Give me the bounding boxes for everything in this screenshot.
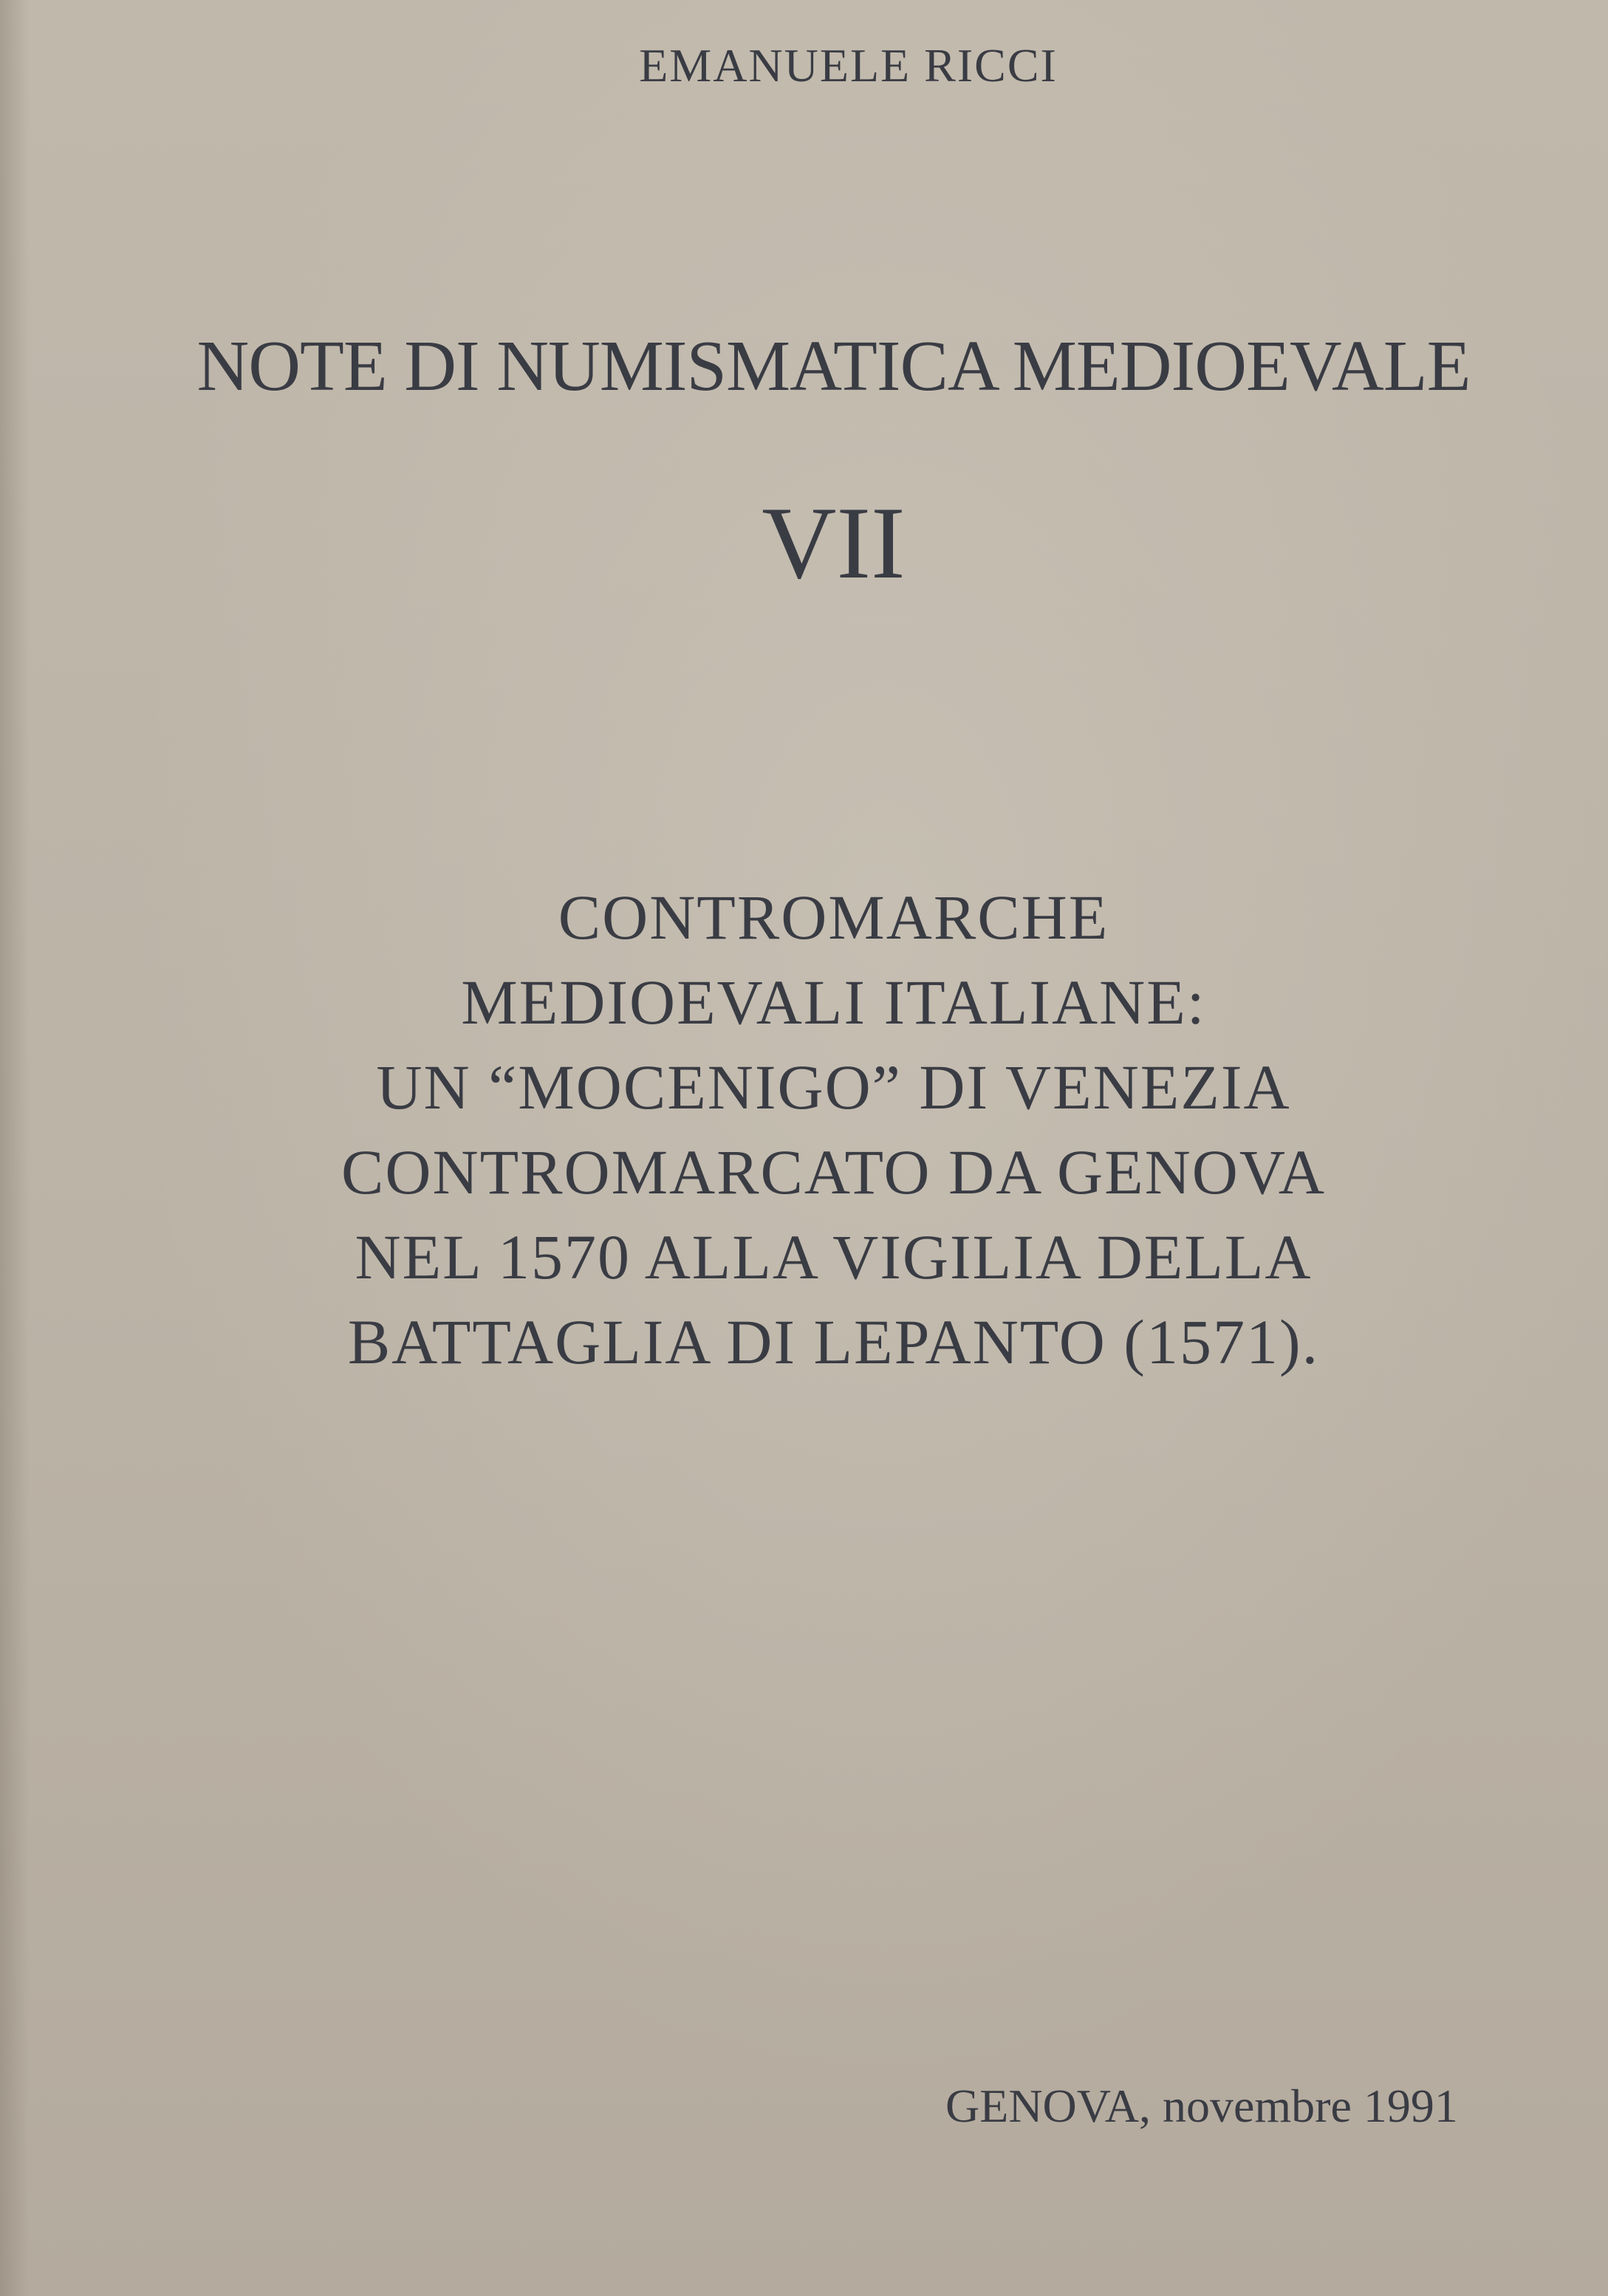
title-line: NEL 1570 ALLA VIGILIA DELLA xyxy=(355,1221,1313,1292)
cover-edge-shadow xyxy=(0,0,30,2296)
volume-number: VII xyxy=(762,486,906,600)
title-line: UN “MOCENIGO” DI VENEZIA xyxy=(376,1052,1291,1123)
series-title: NOTE DI NUMISMATICA MEDIOEVALE xyxy=(196,326,1471,406)
title-line: CONTROMARCATO DA GENOVA xyxy=(341,1137,1326,1207)
main-title xyxy=(30,875,1608,1385)
title-line: BATTAGLIA DI LEPANTO (1571). xyxy=(347,1306,1320,1377)
publication-imprint: GENOVA, novembre 1991 xyxy=(945,2080,1458,2132)
title-line: CONTROMARCHE xyxy=(558,882,1109,953)
author-name: EMANUELE RICCI xyxy=(639,39,1058,92)
title-line: MEDIOEVALI ITALIANE: xyxy=(461,967,1206,1038)
